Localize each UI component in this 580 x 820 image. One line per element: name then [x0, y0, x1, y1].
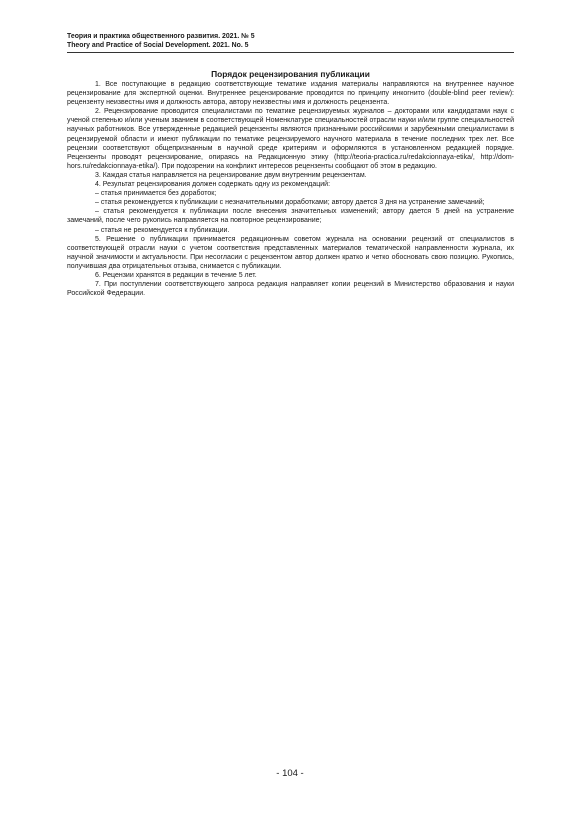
list-item-accepted: – статья принимается без доработок; — [95, 190, 217, 198]
paragraph-6: 6. Рецензии хранятся в редакции в течение 5 лет. — [95, 271, 257, 279]
paragraph-4: 4. Результат рецензирования должен содержать одну из рекомендаций: — [95, 181, 331, 189]
list-item-rejected: – статья не рекомендуется к публикации. — [95, 226, 230, 234]
list-item-major-revisions: – статья рекомендуется к публикации после внесения значительных изменений; автору дается 5 дней на устранение замечаний, после чего рукопись направляется на повторное рецензирование; — [67, 208, 514, 225]
paragraph-5: 5. Решение о публикации принимается редакционным советом журнала на основании рецензий от специалистов в соответствующей отрасли науки с учетом соответствия представленных материалов тематической направленности журнала, их научной значимости и актуальности. При несогласии с рецензентом автор должен кратко и четко обосновать свою позицию. Рукопись, получившая два отрицательных отзыва, снимается с публикации. — [67, 235, 514, 270]
header-divider — [67, 52, 514, 53]
paragraph-3: 3. Каждая статья направляется на рецензирование двум внутренним рецензентам. — [95, 171, 367, 179]
paragraph-7: 7. При поступлении соответствующего запроса редакция направляет копии рецензий в Министерство образования и науки Российской Федерации. — [67, 281, 514, 298]
paragraph-2: 2. Рецензирование проводится специалистами по тематике рецензируемых журналов – докторами или кандидатами наук с ученой степенью и/или ученым званием в соответствующей Номенклатуре специальностей отрасли науки и/или группе специальностей научных работников. Все утвержденные редакцией рецензенты являются признанными российскими и зарубежными специалистами в рецензируемой области и имеют публикации по тематике рецензируемого научного материала в течение последних трех лет. Все рецензии соответствуют общепризнанным в научной среде критериям и оформляются в установленном редакцией порядке. Рецензенты проводят рецензирование, опираясь на Редакционную этику (http://teoria-practica.ru/redakcionnaya-etika/, http://dom-hors.ru/redakcionnaya-etika/). При подозрении на конфликт интересов рецензенты сообщают об этом в редакцию. — [67, 108, 514, 170]
paragraph-1: 1. Все поступающие в редакцию соответствующие тематике издания материалы направляются на внутреннее научное рецензирование для экспертной оценки. Внутреннее рецензирование проводится по принципу инкогнито (double-blind peer review): рецензенту неизвестны имя и должность автора, автору неизвестны имя и должность рецензента. — [67, 81, 514, 107]
page-title: Порядок рецензирования публикации — [211, 69, 370, 79]
journal-header — [67, 32, 255, 50]
page-number: - 104 - — [276, 768, 304, 779]
journal-header-ru: Теория и практика общественного развития. 2021. № 5 — [67, 33, 255, 40]
list-item-minor-revisions: – статья рекомендуется к публикации с незначительными доработками; автору дается 3 дня на устранение замечаний; — [95, 199, 485, 207]
journal-header-en: Theory and Practice of Social Development. 2021. No. 5 — [67, 42, 249, 49]
body-text — [67, 80, 514, 298]
